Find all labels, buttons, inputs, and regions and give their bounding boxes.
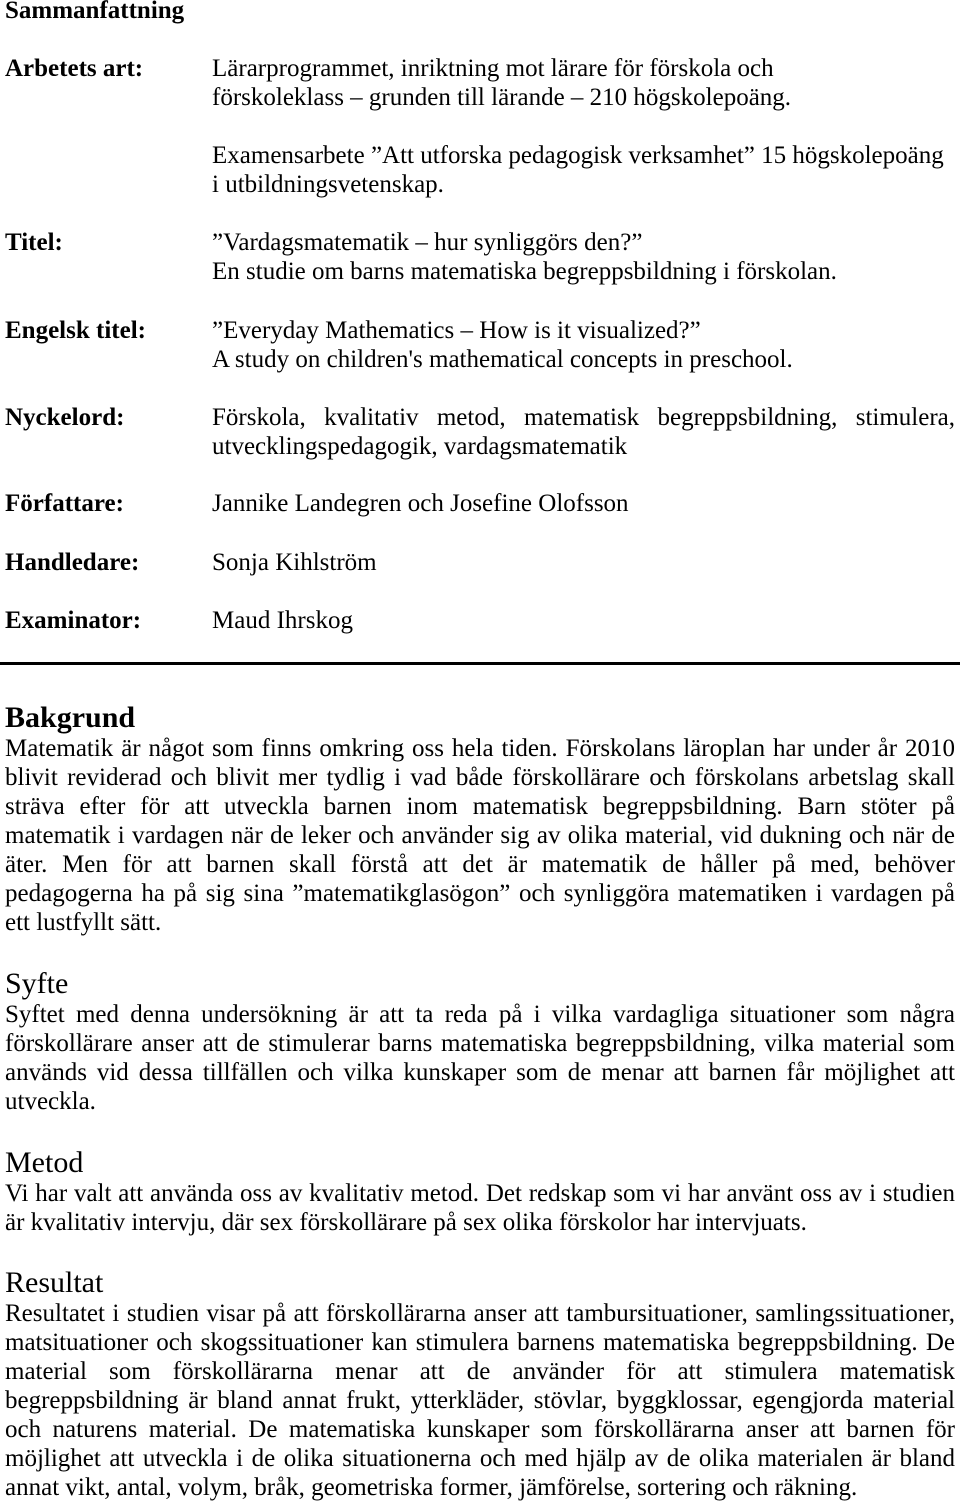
background-line: sträva efter för att utveckla barnen inom matematisk begreppsbildning. Barn stöter på [5, 792, 955, 820]
supervisor-line: Sonja Kihlström [212, 548, 377, 576]
aim-line: används vid dessa tillfällen och vilka kunskaper som de menar att barnen får möjlighet att [5, 1058, 955, 1086]
supervisor-label: Handledare: [5, 548, 140, 576]
aim-line: förskollärare anser att de stimulerar barns matematiska begreppsbildning, vilka material som [5, 1029, 955, 1057]
title-line: En studie om barns matematiska begreppsbildning i förskolan. [212, 257, 837, 285]
title-line: ”Vardagsmatematik – hur synliggörs den?” [212, 228, 643, 256]
english-title-line: ”Everyday Mathematics – How is it visualized?” [212, 316, 701, 344]
background-line: pedagogerna ha på sig sina ”matematikglasögon” och synliggöra matematiken i vardagen på [5, 879, 955, 907]
result-line: och naturens material. De matematiska kunskaper som förskollärarna anser att barnen för [5, 1415, 955, 1443]
result-line: annat vikt, antal, volym, bråk, geometriska former, jämförelse, sortering och räkning. [5, 1473, 858, 1501]
work-type-program-line: förskoleklass – grunden till lärande – 210 högskolepoäng. [212, 83, 792, 111]
work-type-program-line: Lärarprogrammet, inriktning mot lärare för förskola och [212, 54, 774, 82]
background-line: matematik i vardagen när de leker och använder sig av olika material, vid dukning och när de [5, 821, 955, 849]
method-heading: Metod [5, 1146, 84, 1179]
keywords-label: Nyckelord: [5, 403, 125, 431]
background-line: äter. Men för att barnen skall förstå att det är matematik de håller på med, behöver [5, 850, 955, 878]
method-paragraph [5, 1179, 955, 1237]
background-heading: Bakgrund [5, 701, 136, 734]
background-line: blivit reviderad och blivit mer tydlig i vad både förskollärare och förskolans arbetslag skall [5, 763, 955, 791]
authors-label: Författare: [5, 489, 124, 517]
english-title-line: A study on children's mathematical concepts in preschool. [212, 345, 793, 373]
background-line: ett lustfyllt sätt. [5, 908, 162, 936]
background-paragraph [5, 734, 955, 937]
supervisor-value [212, 548, 955, 577]
work-type-program [212, 54, 955, 112]
authors-value [212, 489, 955, 518]
aim-paragraph [5, 1000, 955, 1116]
section-divider [0, 662, 960, 665]
keywords-line: Förskola, kvalitativ metod, matematisk begreppsbildning, stimulera, [212, 403, 955, 431]
method-line: är kvalitativ intervju, där sex förskollärare på sex olika förskolor har intervjuats. [5, 1208, 807, 1236]
result-paragraph [5, 1299, 955, 1502]
summary-title: Sammanfattning [5, 0, 185, 24]
examiner-line: Maud Ihrskog [212, 606, 353, 634]
authors-line: Jannike Landegren och Josefine Olofsson [212, 489, 629, 517]
english-title-value [212, 316, 955, 374]
work-type-thesis [212, 141, 955, 199]
background-line: Matematik är något som finns omkring oss hela tiden. Förskolans läroplan har under år 2010 [5, 734, 955, 762]
english-title-label: Engelsk titel: [5, 316, 146, 344]
examiner-label: Examinator: [5, 606, 142, 634]
method-line: Vi har valt att använda oss av kvalitativ metod. Det redskap som vi har använt oss av i studien [5, 1179, 955, 1207]
work-type-thesis-line: i utbildningsvetenskap. [212, 170, 444, 198]
examiner-value [212, 606, 955, 635]
work-type-label: Arbetets art: [5, 54, 144, 82]
result-line: material som förskollärarna menar att de använder för att stimulera matematisk [5, 1357, 955, 1385]
work-type-thesis-line: Examensarbete ”Att utforska pedagogisk verksamhet” 15 högskolepoäng [212, 141, 944, 169]
keywords-value [212, 403, 955, 461]
aim-line: Syftet med denna undersökning är att ta reda på i vilka vardagliga situationer som några [5, 1000, 955, 1028]
title-label: Titel: [5, 228, 63, 256]
result-line: matsituationer och skogssituationer kan stimulera barnens matematiska begreppsbildning. De [5, 1328, 955, 1356]
aim-heading: Syfte [5, 967, 69, 1000]
result-line: begreppsbildning är bland annat frukt, ytterkläder, stövlar, byggklossar, egengjorda material [5, 1386, 955, 1414]
result-heading: Resultat [5, 1266, 104, 1299]
result-line: Resultatet i studien visar på att förskollärarna anser att tambursituationer, samlingssituationer, [5, 1299, 955, 1327]
aim-line: utveckla. [5, 1087, 96, 1115]
keywords-line: utvecklingspedagogik, vardagsmatematik [212, 432, 628, 460]
result-line: möjlighet att utveckla i de olika situationerna och med hjälp av de olika materialen är bland [5, 1444, 955, 1472]
title-value [212, 228, 955, 286]
